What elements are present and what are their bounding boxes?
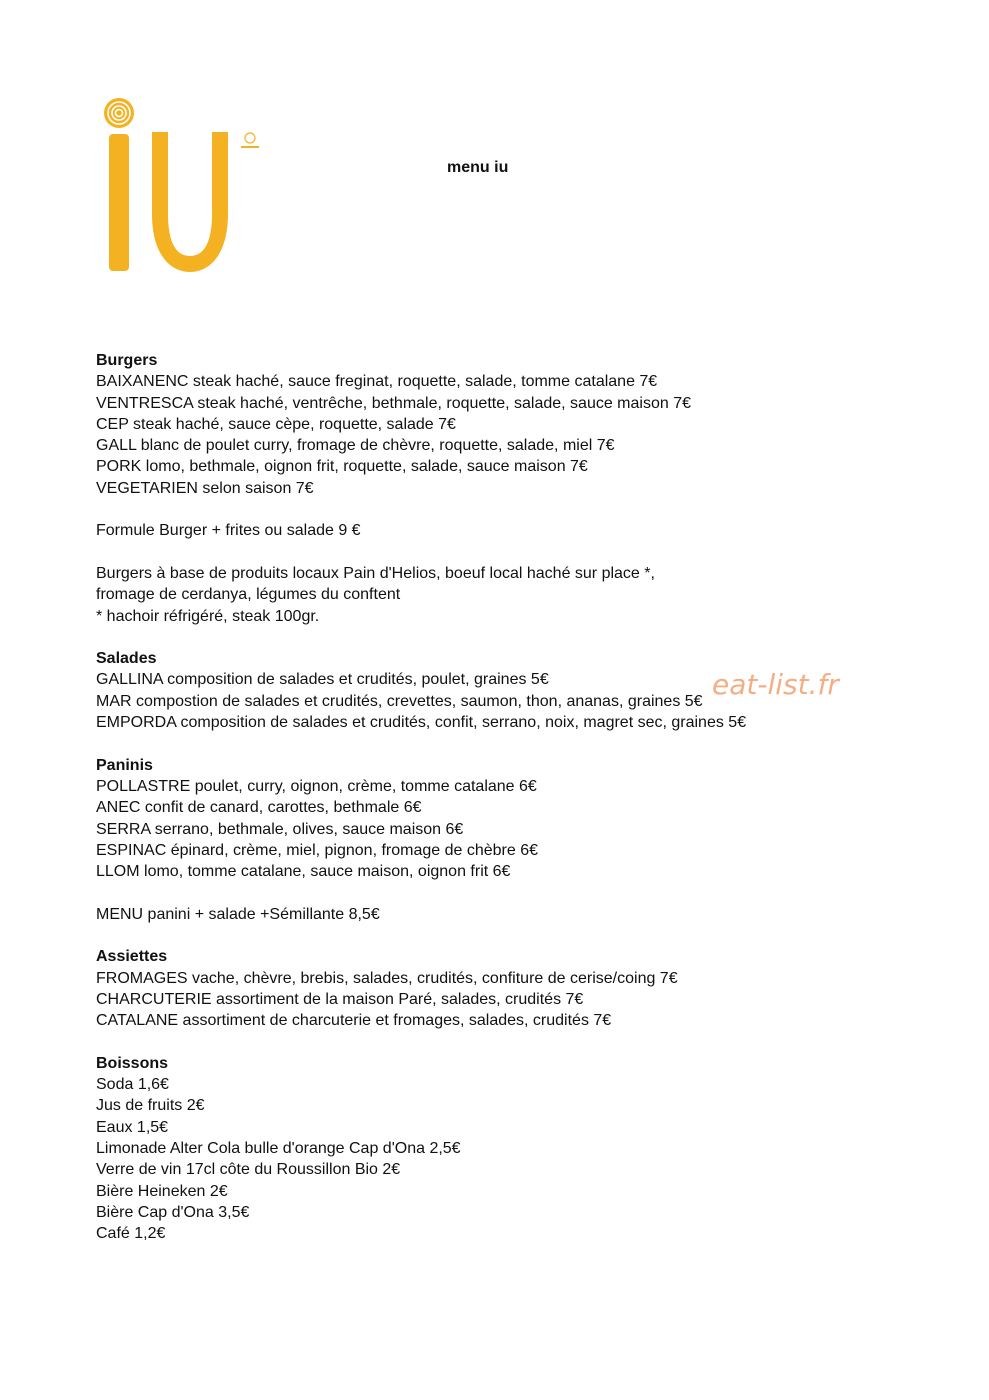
menu-item: POLLASTRE poulet, curry, oignon, crème, tomme catalane 6€	[96, 777, 537, 795]
drink-item: Verre de vin 17cl côte du Roussillon Bio 2€	[96, 1161, 401, 1179]
menu-item: BAIXANENC steak haché, sauce freginat, roquette, salade, tomme catalane 7€	[96, 373, 658, 391]
drink-item: Eaux 1,5€	[96, 1118, 169, 1136]
menu-item: GALL blanc de poulet curry, fromage de chèvre, roquette, salade, miel 7€	[96, 437, 615, 455]
spacer	[96, 1032, 916, 1053]
section-title-assiettes: Assiettes	[96, 948, 168, 966]
drink-item: Café 1,2€	[96, 1225, 166, 1243]
spacer	[96, 627, 916, 648]
spacer	[96, 499, 916, 520]
section-title-salades: Salades	[96, 650, 157, 668]
spacer	[96, 542, 916, 563]
burger-note: Burgers à base de produits locaux Pain d'Helios, boeuf local haché sur place *,	[96, 564, 655, 582]
menu-item: CATALANE assortiment de charcuterie et fromages, salades, crudités 7€	[96, 1012, 612, 1030]
menu-item: SERRA serrano, bethmale, olives, sauce maison 6€	[96, 820, 464, 838]
menu-item: VEGETARIEN selon saison 7€	[96, 479, 314, 497]
drink-item: Bière Heineken 2€	[96, 1182, 228, 1200]
menu-item: EMPORDA composition de salades et crudités, confit, serrano, noix, magret sec, graines 5€	[96, 714, 747, 732]
spiral-dot-icon	[104, 98, 134, 128]
section-title-burgers: Burgers	[96, 352, 158, 369]
menu-item: ANEC confit de canard, carottes, bethmale 6€	[96, 799, 422, 817]
spacer	[96, 925, 916, 946]
drink-item: Jus de fruits 2€	[96, 1097, 205, 1115]
page-title: menu iu	[447, 159, 509, 176]
menu-item: ESPINAC épinard, crème, miel, pignon, fromage de chèbre 6€	[96, 841, 539, 859]
drink-item: Bière Cap d'Ona 3,5€	[96, 1203, 250, 1221]
panini-menu: MENU panini + salade +Sémillante 8,5€	[96, 905, 380, 923]
watermark: eat-list.fr	[712, 668, 839, 701]
section-title-boissons: Boissons	[96, 1054, 169, 1072]
menu-item: CEP steak haché, sauce cèpe, roquette, salade 7€	[96, 415, 456, 433]
burger-note: fromage de cerdanya, légumes du conftent	[96, 586, 401, 604]
drink-item: Soda 1,6€	[96, 1076, 169, 1094]
menu-item: FROMAGES vache, chèvre, brebis, salades, crudités, confiture de cerise/coing 7€	[96, 969, 678, 987]
menu-item: GALLINA composition de salades et crudités, poulet, graines 5€	[96, 671, 549, 689]
drink-item: Limonade Alter Cola bulle d'orange Cap d'Ona 2,5€	[96, 1139, 461, 1157]
menu-item: PORK lomo, bethmale, oignon frit, roquette, salade, sauce maison 7€	[96, 458, 588, 476]
menu-item: CHARCUTERIE assortiment de la maison Paré, salades, crudités 7€	[96, 990, 584, 1008]
menu-item: VENTRESCA steak haché, ventrêche, bethmale, roquette, salade, sauce maison 7€	[96, 394, 691, 412]
spacer	[96, 733, 916, 754]
logo-letter-i	[109, 134, 129, 271]
section-title-paninis: Paninis	[96, 756, 153, 774]
menu-content	[96, 350, 916, 1244]
spacer	[96, 882, 916, 903]
menu-item: MAR compostion de salades et crudités, crevettes, saumon, thon, ananas, graines 5€	[96, 692, 703, 710]
registered-mark-icon	[241, 133, 259, 148]
iu-logo	[100, 96, 265, 276]
menu-item: LLOM lomo, tomme catalane, sauce maison, oignon frit 6€	[96, 863, 511, 881]
burger-formula: Formule Burger + frites ou salade 9 €	[96, 522, 361, 540]
burger-note: * hachoir réfrigéré, steak 100gr.	[96, 607, 320, 625]
logo-letter-u	[152, 132, 228, 272]
